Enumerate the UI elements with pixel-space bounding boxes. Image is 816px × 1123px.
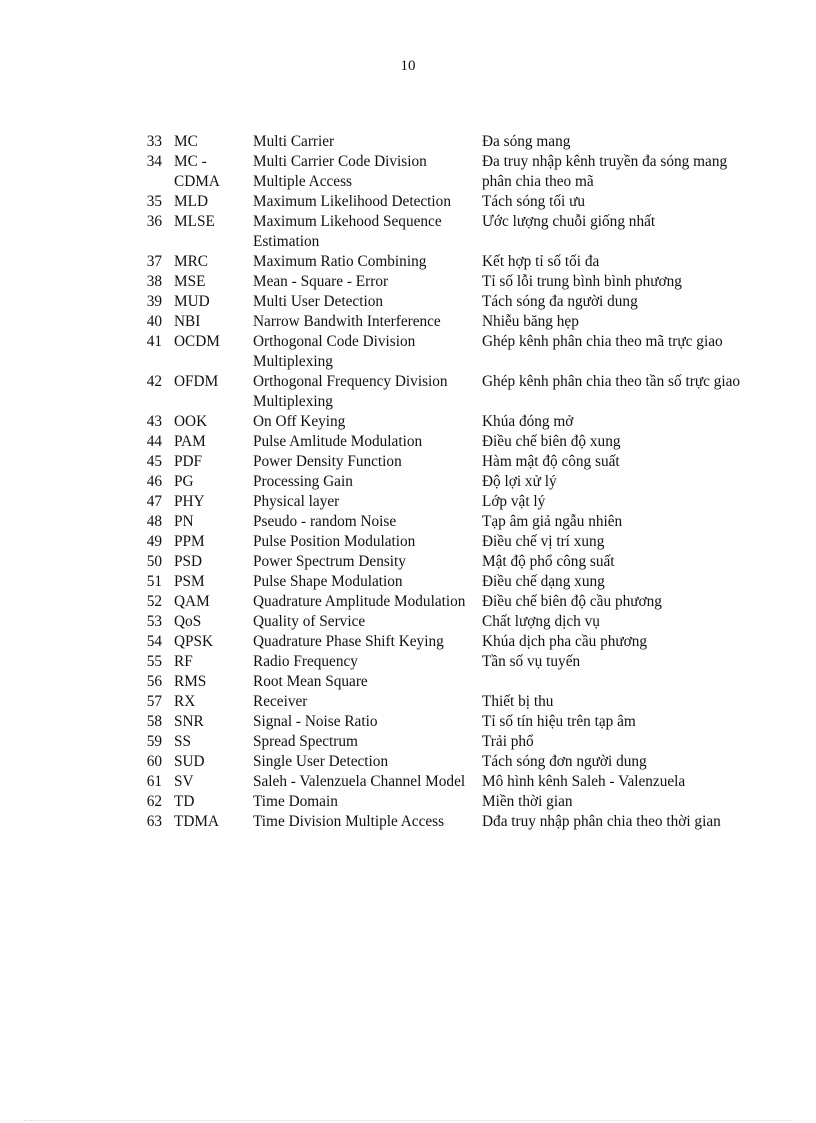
- abbr-code: MLSE: [174, 213, 215, 230]
- table-row: [137, 732, 742, 752]
- vietnamese-term: Kết hợp tỉ số tối đa: [482, 253, 600, 270]
- row-number: 48: [146, 513, 162, 530]
- abbr-code: TDMA: [174, 813, 220, 830]
- row-number: 44: [146, 433, 162, 450]
- vietnamese-term: Tách sóng tối ưu: [482, 193, 586, 210]
- english-term: Maximum Likehood Sequence Estimation: [253, 213, 442, 250]
- abbr-code: MSE: [174, 273, 206, 290]
- table-row: [137, 572, 742, 592]
- row-number: 37: [146, 253, 162, 270]
- row-number: 45: [146, 453, 162, 470]
- table-row: [137, 372, 742, 412]
- abbr-code: PHY: [174, 493, 205, 510]
- row-number: 38: [146, 273, 162, 290]
- table-row: [137, 752, 742, 772]
- vietnamese-term: Điều chế vị trí xung: [482, 533, 605, 550]
- english-term: Saleh - Valenzuela Channel Model: [253, 773, 466, 790]
- table-row: [137, 432, 742, 452]
- english-term: On Off Keying: [253, 413, 346, 430]
- table-row: [137, 152, 742, 192]
- english-term: Power Density Function: [253, 453, 402, 470]
- abbreviation-table: [137, 132, 742, 832]
- row-number: 49: [146, 533, 162, 550]
- abbr-code: PDF: [174, 453, 203, 470]
- table-row: [137, 132, 742, 152]
- vietnamese-term: Tỉ số lỗi trung bình bình phương: [482, 273, 682, 290]
- vietnamese-term: Ghép kênh phân chia theo mã trực giao: [482, 333, 723, 350]
- vietnamese-term: Dđa truy nhập phân chia theo thời gian: [482, 813, 721, 830]
- english-term: Spread Spectrum: [253, 733, 358, 750]
- english-term: Processing Gain: [253, 473, 353, 490]
- row-number: 35: [146, 193, 162, 210]
- row-number: 41: [146, 333, 162, 350]
- english-term: Root Mean Square: [253, 673, 368, 690]
- row-number: 43: [146, 413, 162, 430]
- table-row: [137, 192, 742, 212]
- vietnamese-term: Ghép kênh phân chia theo tần số trực giao: [482, 373, 741, 390]
- table-row: [137, 252, 742, 272]
- row-number: 34: [146, 153, 162, 170]
- row-number: 51: [146, 573, 162, 590]
- english-term: Quadrature Amplitude Modulation: [253, 593, 466, 610]
- vietnamese-term: Khúa đóng mở: [482, 413, 574, 430]
- abbr-code: QAM: [174, 593, 210, 610]
- english-term: Orthogonal Code Division Multiplexing: [253, 333, 416, 370]
- row-number: 56: [146, 673, 162, 690]
- abbr-code: NBI: [174, 313, 201, 330]
- english-term: Signal - Noise Ratio: [253, 713, 378, 730]
- english-term: Receiver: [253, 693, 308, 710]
- english-term: Physical layer: [253, 493, 340, 510]
- english-term: Narrow Bandwith Interference: [253, 313, 441, 330]
- vietnamese-term: Tách sóng đa người dung: [482, 293, 638, 310]
- abbr-code: PAM: [174, 433, 206, 450]
- table-row: [137, 472, 742, 492]
- vietnamese-term: Điều chế biên độ xung: [482, 433, 621, 450]
- vietnamese-term: Độ lợi xử lý: [482, 473, 557, 490]
- row-number: 54: [146, 633, 162, 650]
- english-term: Pseudo - random Noise: [253, 513, 397, 530]
- table-row: [137, 412, 742, 432]
- row-number: 39: [146, 293, 162, 310]
- table-row: [137, 492, 742, 512]
- vietnamese-term: Tỉ số tín hiệu trên tạp âm: [482, 713, 636, 730]
- vietnamese-term: Mật độ phổ công suất: [482, 553, 615, 570]
- vietnamese-term: Thiết bị thu: [482, 693, 554, 710]
- english-term: Quality of Service: [253, 613, 366, 630]
- english-term: Quadrature Phase Shift Keying: [253, 633, 444, 650]
- row-number: 36: [146, 213, 162, 230]
- abbr-code: QoS: [174, 613, 202, 630]
- english-term: Multi Carrier: [253, 133, 335, 150]
- vietnamese-term: Đa sóng mang: [482, 133, 571, 150]
- row-number: 63: [146, 813, 162, 830]
- abbr-code: MC - CDMA: [174, 153, 220, 190]
- row-number: 53: [146, 613, 162, 630]
- page-number: 10: [400, 58, 416, 74]
- english-term: Time Division Multiple Access: [253, 813, 445, 830]
- abbr-code: RX: [174, 693, 196, 710]
- english-term: Power Spectrum Density: [253, 553, 406, 570]
- row-number: 62: [146, 793, 162, 810]
- abbr-code: SNR: [174, 713, 204, 730]
- abbr-code: PG: [174, 473, 194, 490]
- row-number: 55: [146, 653, 162, 670]
- vietnamese-term: Mô hình kênh Saleh - Valenzuela: [482, 773, 686, 790]
- table-row: [137, 612, 742, 632]
- table-row: [137, 652, 742, 672]
- vietnamese-term: [482, 672, 742, 692]
- row-number: 61: [146, 773, 162, 790]
- table-row: [137, 272, 742, 292]
- table-row: [137, 552, 742, 572]
- row-number: 59: [146, 733, 162, 750]
- abbr-code: SUD: [174, 753, 205, 770]
- table-row: [137, 452, 742, 472]
- abbr-code: MC: [174, 133, 198, 150]
- vietnamese-term: Tần số vụ tuyến: [482, 653, 581, 670]
- vietnamese-term: Trải phổ: [482, 733, 534, 750]
- table-row: [137, 812, 742, 832]
- english-term: Pulse Position Modulation: [253, 533, 416, 550]
- vietnamese-term: Miền thời gian: [482, 793, 573, 810]
- vietnamese-term: Tạp âm giả ngẫu nhiên: [482, 513, 623, 530]
- table-row: [137, 512, 742, 532]
- page-bottom-divider: [24, 1120, 792, 1121]
- row-number: 60: [146, 753, 162, 770]
- row-number: 46: [146, 473, 162, 490]
- table-row: [137, 592, 742, 612]
- table-row: [137, 792, 742, 812]
- english-term: Mean - Square - Error: [253, 273, 389, 290]
- english-term: Time Domain: [253, 793, 338, 810]
- table-row: [137, 672, 742, 692]
- row-number: 33: [146, 133, 162, 150]
- table-row: [137, 212, 742, 252]
- english-term: Pulse Shape Modulation: [253, 573, 403, 590]
- abbr-code: OOK: [174, 413, 208, 430]
- english-term: Maximum Likelihood Detection: [253, 193, 451, 210]
- vietnamese-term: Lớp vật lý: [482, 493, 546, 510]
- english-term: Orthogonal Frequency Division Multiplexing: [253, 373, 448, 410]
- table-row: [137, 632, 742, 652]
- abbr-code: RF: [174, 653, 193, 670]
- english-term: Maximum Ratio Combining: [253, 253, 427, 270]
- abbr-code: MUD: [174, 293, 210, 310]
- abbr-code: PN: [174, 513, 194, 530]
- abbr-code: PSM: [174, 573, 205, 590]
- vietnamese-term: Nhiễu băng hẹp: [482, 313, 579, 330]
- vietnamese-term: Khúa dịch pha cầu phương: [482, 633, 648, 650]
- abbr-code: PPM: [174, 533, 205, 550]
- abbr-code: SS: [174, 733, 192, 750]
- abbr-code: QPSK: [174, 633, 214, 650]
- row-number: 52: [146, 593, 162, 610]
- table-row: [137, 312, 742, 332]
- table-row: [137, 332, 742, 372]
- abbr-code: RMS: [174, 673, 207, 690]
- abbr-code: TD: [174, 793, 195, 810]
- abbr-code: MRC: [174, 253, 209, 270]
- vietnamese-term: Tách sóng đơn người dung: [482, 753, 647, 770]
- table-row: [137, 692, 742, 712]
- table-row: [137, 712, 742, 732]
- row-number: 50: [146, 553, 162, 570]
- abbr-code: SV: [174, 773, 194, 790]
- table-row: [137, 772, 742, 792]
- abbreviation-table-body: [137, 132, 742, 832]
- row-number: 58: [146, 713, 162, 730]
- abbr-code: OCDM: [174, 333, 220, 350]
- english-term: Single User Detection: [253, 753, 389, 770]
- abbr-code: OFDM: [174, 373, 219, 390]
- row-number: 40: [146, 313, 162, 330]
- table-row: [137, 292, 742, 312]
- vietnamese-term: Ước lượng chuỗi giống nhất: [482, 213, 656, 230]
- abbr-code: MLD: [174, 193, 208, 210]
- vietnamese-term: Điều chế biên độ cầu phương: [482, 593, 662, 610]
- abbr-code: PSD: [174, 553, 203, 570]
- english-term: Pulse Amlitude Modulation: [253, 433, 423, 450]
- english-term: Multi User Detection: [253, 293, 383, 310]
- row-number: 42: [146, 373, 162, 390]
- row-number: 47: [146, 493, 162, 510]
- vietnamese-term: Đa truy nhập kênh truyền đa sóng mang phân chia theo mã: [482, 153, 728, 190]
- vietnamese-term: Chất lượng dịch vụ: [482, 613, 600, 630]
- english-term: Multi Carrier Code Division Multiple Access: [253, 153, 427, 190]
- english-term: Radio Frequency: [253, 653, 358, 670]
- row-number: 57: [146, 693, 162, 710]
- table-row: [137, 532, 742, 552]
- vietnamese-term: Điều chế dạng xung: [482, 573, 605, 590]
- vietnamese-term: Hàm mật độ công suất: [482, 453, 620, 470]
